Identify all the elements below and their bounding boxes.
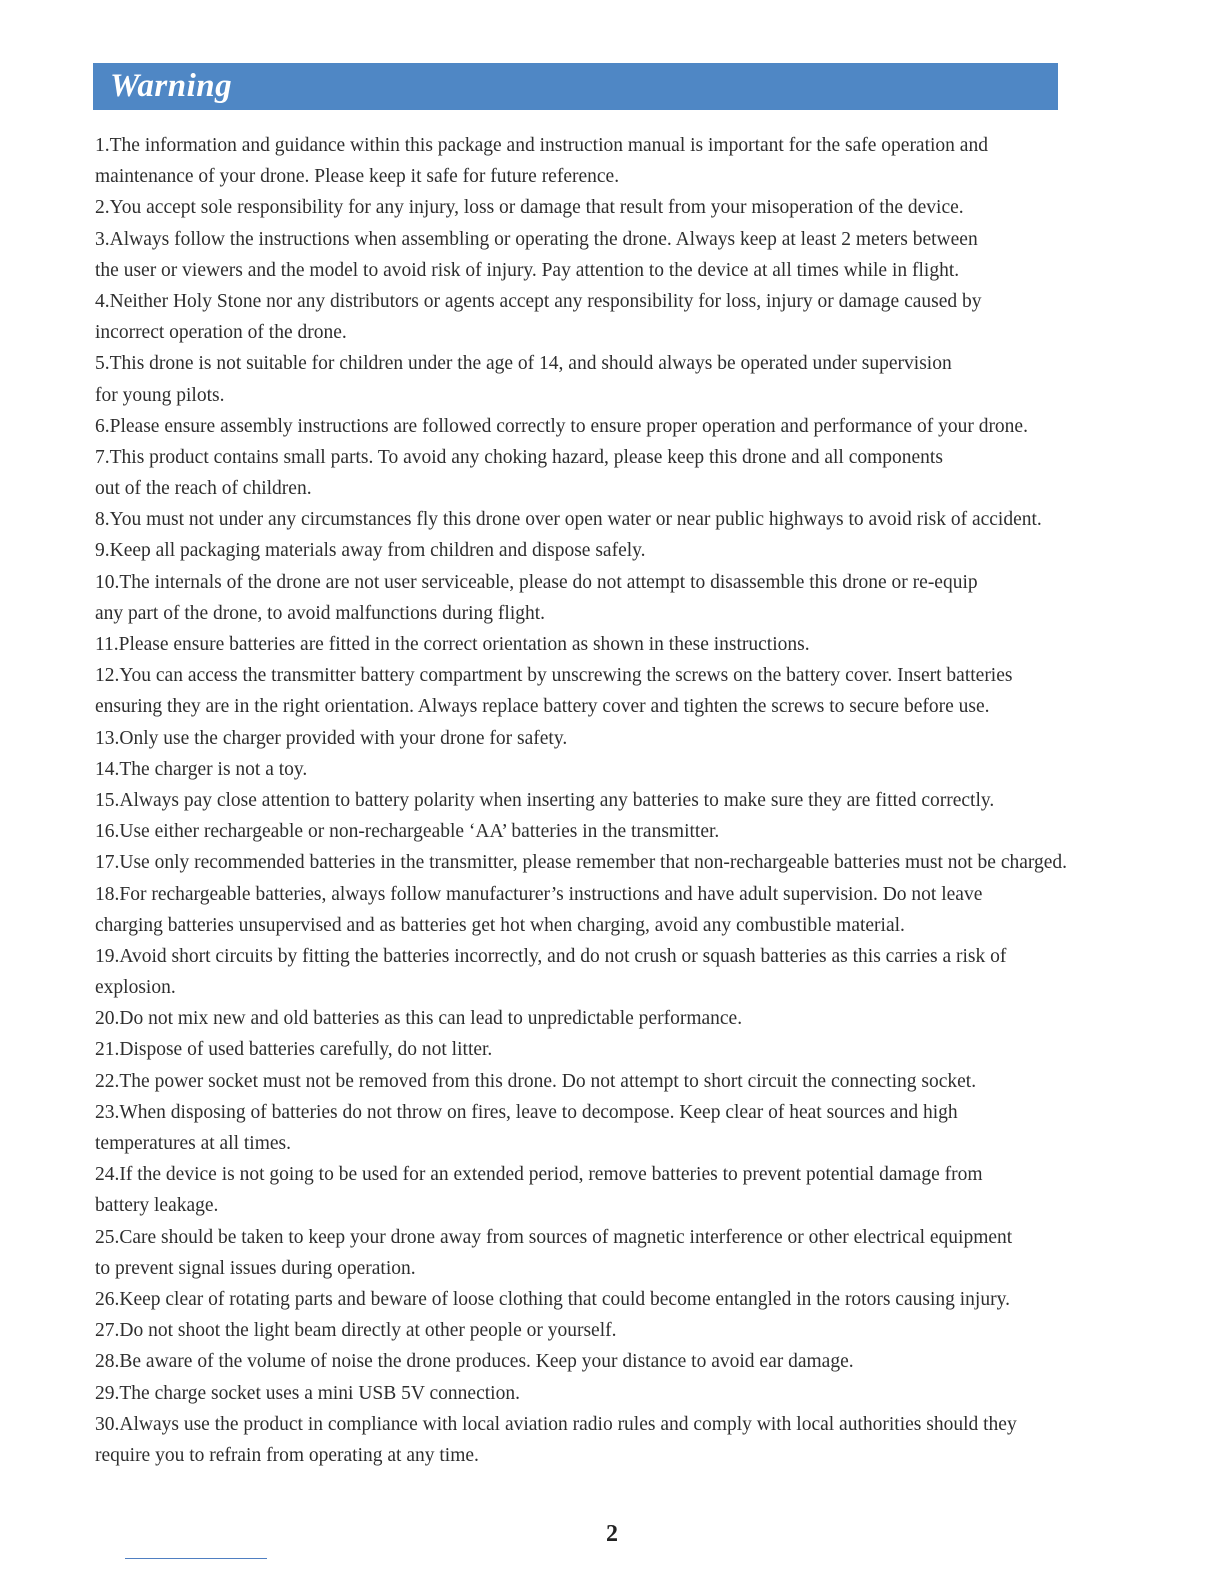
warning-line: 12.You can access the transmitter battery compartment by unscrewing the screws on the battery cover. Insert batteries xyxy=(95,665,1013,687)
warning-line: out of the reach of children. xyxy=(95,478,312,500)
warning-line: 8.You must not under any circumstances fly this drone over open water or near public highways to avoid risk of accident. xyxy=(95,509,1042,531)
warning-line: battery leakage. xyxy=(95,1195,219,1217)
warning-line: the user or viewers and the model to avoid risk of injury. Pay attention to the device at all times while in flight. xyxy=(95,259,960,281)
warning-line: charging batteries unsupervised and as batteries get hot when charging, avoid any combustible material. xyxy=(95,914,905,936)
warning-line: 26.Keep clear of rotating parts and beware of loose clothing that could become entangled in the rotors causing injury. xyxy=(95,1288,1010,1310)
warning-line: 11.Please ensure batteries are fitted in the correct orientation as shown in these instructions. xyxy=(95,634,810,655)
warning-line: 13.Only use the charger provided with your drone for safety. xyxy=(95,727,568,749)
warning-line: explosion. xyxy=(95,977,176,999)
warning-line: 18.For rechargeable batteries, always follow manufacturer’s instructions and have adult supervision. Do not leave xyxy=(95,883,983,905)
warning-line: maintenance of your drone. Please keep it safe for future reference. xyxy=(95,166,620,188)
warning-line: 23.When disposing of batteries do not throw on fires, leave to decompose. Keep clear of heat sources and high xyxy=(95,1101,958,1123)
warning-line: to prevent signal issues during operation. xyxy=(95,1257,416,1279)
warning-line: 25.Care should be taken to keep your drone away from sources of magnetic interference or other electrical equipment xyxy=(95,1226,1013,1248)
warning-line: any part of the drone, to avoid malfunctions during flight. xyxy=(95,602,546,624)
warning-line: 19.Avoid short circuits by fitting the batteries incorrectly, and do not crush or squash batteries as this carries a risk of xyxy=(95,945,1007,967)
warning-line: 1.The information and guidance within this package and instruction manual is important for the safe operation and xyxy=(95,135,988,156)
warning-line: 4.Neither Holy Stone nor any distributors or agents accept any responsibility for loss, injury or damage caused by xyxy=(95,290,982,312)
warning-line: require you to refrain from operating at any time. xyxy=(95,1444,479,1466)
page-title: Warning xyxy=(110,68,233,104)
page-number: 2 xyxy=(606,1521,618,1547)
warning-line: 3.Always follow the instructions when assembling or operating the drone. Always keep at least 2 meters between xyxy=(95,228,978,250)
warning-line: 7.This product contains small parts. To avoid any choking hazard, please keep this drone and all components xyxy=(95,446,943,468)
warning-header-bar xyxy=(93,63,1058,110)
warning-list xyxy=(95,130,1175,1471)
warning-line: 27.Do not shoot the light beam directly at other people or yourself. xyxy=(95,1320,617,1342)
warning-line: 5.This drone is not suitable for children under the age of 14, and should always be operated under supervision xyxy=(95,353,952,375)
warning-line: ensuring they are in the right orientation. Always replace battery cover and tighten the screws to secure before use. xyxy=(95,696,990,718)
warning-line: 14.The charger is not a toy. xyxy=(95,758,308,780)
warning-line: for young pilots. xyxy=(95,384,225,406)
warning-line: 17.Use only recommended batteries in the transmitter, please remember that non-rechargeable batteries must not be charged. xyxy=(95,852,1068,874)
warning-line: 21.Dispose of used batteries carefully, do not litter. xyxy=(95,1039,493,1061)
warning-line: temperatures at all times. xyxy=(95,1133,292,1154)
footer-divider xyxy=(125,1558,267,1559)
warning-line: 24.If the device is not going to be used for an extended period, remove batteries to prevent potential damage from xyxy=(95,1164,983,1186)
warning-line: 6.Please ensure assembly instructions are followed correctly to ensure proper operation and performance of your drone. xyxy=(95,415,1028,437)
warning-line: 29.The charge socket uses a mini USB 5V connection. xyxy=(95,1382,520,1404)
warning-line: 16.Use either rechargeable or non-rechargeable ‘AA’ batteries in the transmitter. xyxy=(95,821,720,843)
warning-line: incorrect operation of the drone. xyxy=(95,322,347,344)
warning-line: 2.You accept sole responsibility for any injury, loss or damage that result from your misoperation of the device. xyxy=(95,197,964,219)
warning-line: 15.Always pay close attention to battery polarity when inserting any batteries to make sure they are fitted correctly. xyxy=(95,789,995,811)
warning-line: 22.The power socket must not be removed from this drone. Do not attempt to short circuit the connecting socket. xyxy=(95,1070,977,1092)
warning-line: 30.Always use the product in compliance with local aviation radio rules and comply with local authorities should they xyxy=(95,1413,1017,1435)
warning-line: 10.The internals of the drone are not user serviceable, please do not attempt to disassemble this drone or re-equip xyxy=(95,571,978,593)
warning-line: 28.Be aware of the volume of noise the drone produces. Keep your distance to avoid ear damage. xyxy=(95,1351,854,1373)
warning-line: 20.Do not mix new and old batteries as this can lead to unpredictable performance. xyxy=(95,1008,743,1030)
warning-line: 9.Keep all packaging materials away from children and dispose safely. xyxy=(95,540,646,562)
